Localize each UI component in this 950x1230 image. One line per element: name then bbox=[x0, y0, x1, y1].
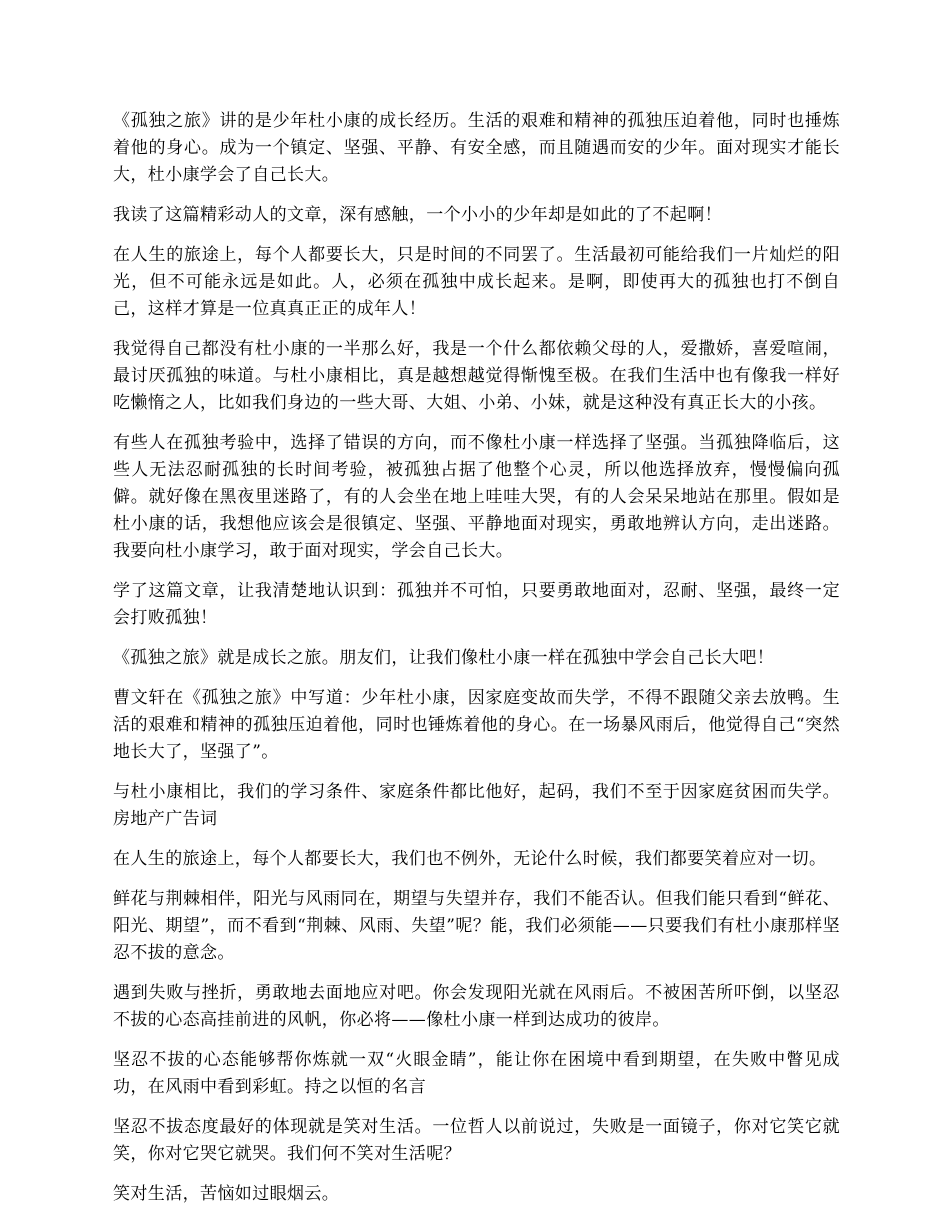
paragraph: 鲜花与荆棘相伴，阳光与风雨同在，期望与失望并存，我们不能否认。但我们能只看到“鲜花、阳光、期望”，而不看到“荆棘、风雨、失望”呢？能，我们必须能——只要我们有杜小康那样坚忍不拔的意念。 bbox=[113, 889, 840, 963]
paragraph: 笑对生活，苦恼如过眼烟云。 bbox=[113, 1184, 340, 1204]
document-page bbox=[113, 108, 840, 1221]
paragraph: 坚忍不拔态度最好的体现就是笑对生活。一位哲人以前说过，失败是一面镜子，你对它笑它就笑，你对它哭它就哭。我们何不笑对生活呢？ bbox=[113, 1117, 840, 1164]
paragraph: 《孤独之旅》讲的是少年杜小康的成长经历。生活的艰难和精神的孤独压迫着他，同时也捶炼着他的身心。成为一个镇定、坚强、平静、有安全感，而且随遇而安的少年。面对现实才能长大，杜小康学会了自己长大。 bbox=[113, 111, 840, 185]
paragraph: 在人生的旅途上，每个人都要长大，我们也不例外，无论什么时候，我们都要笑着应对一切。 bbox=[113, 849, 827, 869]
paragraph: 在人生的旅途上，每个人都要长大，只是时间的不同罢了。生活最初可能给我们一片灿烂的阳光，但不可能永远是如此。人，必须在孤独中成长起来。是啊，即使再大的孤独也打不倒自己，这样才算是一位真真正正的成年人！ bbox=[113, 245, 840, 319]
paragraph: 坚忍不拔的心态能够帮你炼就一双“火眼金睛”，能让你在困境中看到期望，在失败中瞥见成功，在风雨中看到彩虹。持之以恒的名言 bbox=[113, 1050, 840, 1097]
paragraph: 有些人在孤独考验中，选择了错误的方向，而不像杜小康一样选择了坚强。当孤独降临后，这些人无法忍耐孤独的长时间考验，被孤独占据了他整个心灵，所以他选择放弃，慢慢偏向孤僻。就好像在黑夜里迷路了，有的人会坐在地上哇哇大哭，有的人会呆呆地站在那里。假如是杜小康的话，我想他应该会是很镇定、坚强、平静地面对现实，勇敢地辨认方向，走出迷路。我要向杜小康学习，敢于面对现实，学会自己长大。 bbox=[113, 433, 840, 561]
paragraph: 与杜小康相比，我们的学习条件、家庭条件都比他好，起码，我们不至于因家庭贫困而失学。房地产广告词 bbox=[113, 782, 840, 829]
paragraph: 我觉得自己都没有杜小康的一半那么好，我是一个什么都依赖父母的人，爱撒娇，喜爱喧闹，最讨厌孤独的味道。与杜小康相比，真是越想越觉得惭愧至极。在我们生活中也有像我一样好吃懒惰之人，比如我们身边的一些大哥、大姐、小弟、小妹，就是这种没有真正长大的小孩。 bbox=[113, 339, 840, 413]
paragraph: 《孤独之旅》就是成长之旅。朋友们，让我们像杜小康一样在孤独中学会自己长大吧！ bbox=[113, 648, 775, 668]
paragraph: 曹文轩在《孤独之旅》中写道：少年杜小康，因家庭变故而失学，不得不跟随父亲去放鸭。生活的艰难和精神的孤独压迫着他，同时也锤炼着他的身心。在一场暴风雨后，他觉得自己“突然地长大了，坚强了”。 bbox=[113, 688, 840, 762]
paragraph: 学了这篇文章，让我清楚地认识到：孤独并不可怕，只要勇敢地面对，忍耐、坚强，最终一定会打败孤独！ bbox=[113, 581, 840, 628]
paragraph: 遇到失败与挫折，勇敢地去面地应对吧。你会发现阳光就在风雨后。不被困苦所吓倒，以坚忍不拔的心态高挂前进的风帆，你必将——像杜小康一样到达成功的彼岸。 bbox=[113, 983, 840, 1030]
paragraph: 我读了这篇精彩动人的文章，深有感触，一个小小的少年却是如此的了不起啊！ bbox=[113, 205, 722, 225]
